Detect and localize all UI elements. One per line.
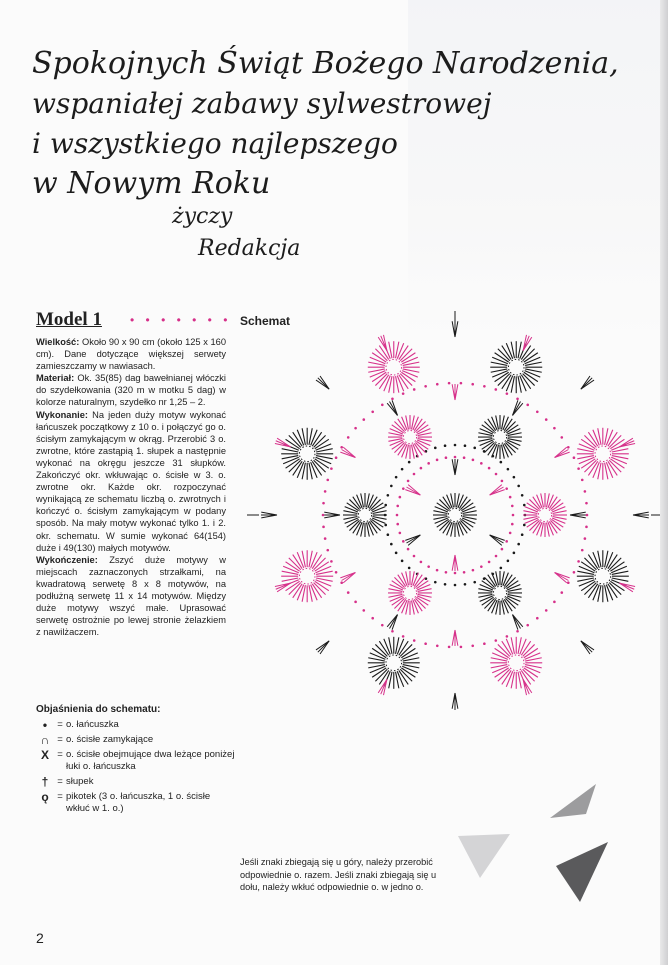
legend-eq: = bbox=[57, 776, 63, 787]
legend-row bbox=[36, 719, 236, 731]
greeting-line-1: Spokojnych Świąt Bożego Narodzenia, bbox=[32, 46, 619, 81]
execution-label: Wykonanie: bbox=[36, 409, 89, 420]
greeting-line-2: wspaniałej zabawy sylwestrowej bbox=[32, 87, 492, 120]
chain-symbol-icon: • bbox=[42, 718, 48, 732]
material-text: Ok. 35(85) dag bawełnianej włóczki do szydełkowania (320 m w motku 5 dag) w kolorze naturalnym, szydełko nr 1,25 – 2. bbox=[36, 373, 226, 408]
material-label: Materiał: bbox=[36, 373, 75, 384]
legend-eq: = bbox=[57, 791, 63, 802]
legend bbox=[36, 704, 236, 818]
model-title: Model 1 bbox=[36, 309, 102, 330]
decorative-triangles bbox=[440, 778, 640, 938]
legend-text: o. ścisłe zamykające bbox=[66, 734, 154, 745]
page-number: 2 bbox=[36, 930, 44, 946]
execution-text: Na jeden duży motyw wykonać łańcuszek początkowy z 10 o. i połączyć go o. ścisłym zamykającym w okrąg. Przerobić 3 o. zwrotne, które zastąpią 1. słupek a następnie wykonać na okręgu jeszcze 31 słupków. Zakończyć okr. wkłuwając o. ścisłe w 3. o. zwrotne okr. Każde okr. rozpoczynać wynikającą ze schematu liczbą o. zwrotnych i kończyć o. ścisłym zamykającym w podany sposób. Na mały motyw wykonać tylko 1. i 2. okr. schematu. W sumie wykonać 64(154) duże i 49(130) małych motywów. bbox=[36, 409, 226, 553]
greeting-line-3: i wszystkiego najlepszego bbox=[32, 127, 398, 160]
greeting-signature-1: życzy bbox=[172, 204, 233, 229]
finishing-label: Wykończenie: bbox=[36, 554, 98, 565]
greeting-signature-2: Redakcja bbox=[198, 236, 301, 261]
picot-symbol-icon: ǫ bbox=[41, 790, 49, 804]
legend-row bbox=[36, 791, 236, 815]
model-description bbox=[36, 336, 226, 638]
schema-label: Schemat bbox=[240, 314, 291, 328]
legend-text: słupek bbox=[66, 776, 94, 787]
legend-eq: = bbox=[57, 749, 63, 760]
legend-text: o. łańcuszka bbox=[66, 719, 119, 730]
greeting-line-4: w Nowym Roku bbox=[32, 166, 271, 201]
crochet-schema-diagram bbox=[240, 310, 660, 710]
model-title-dots: • • • • • • • bbox=[130, 313, 232, 327]
note-text: Jeśli znaki zbiegają się u góry, należy przerobić odpowiednie o. razem. Jeśli znaki zbiegają się u dołu, należy wkłuć odpowiednie o. w jedno o. bbox=[240, 857, 437, 892]
legend-eq: = bbox=[57, 719, 63, 730]
legend-row bbox=[36, 776, 236, 788]
legend-eq: = bbox=[57, 734, 63, 745]
finishing-text: Zszyć duże motywy w miejscach zaznaczonych strzałkami, na kwadratową serwetę 8 x 8 motywów, na podłużną serwetę 11 x 14 motywów. Między duże motywy wszyć małe. Uprasować serwetę ostrożnie po lewej stronie żelazkiem z nawilżaczem. bbox=[36, 554, 226, 638]
single-crochet-symbol-icon: X bbox=[40, 748, 49, 762]
size-label: Wielkość: bbox=[36, 337, 80, 347]
legend-title: Objaśnienia do schematu: bbox=[36, 704, 161, 715]
slip-stitch-symbol-icon: ∩ bbox=[40, 733, 50, 747]
legend-row bbox=[36, 749, 236, 773]
legend-text: pikotek (3 o. łańcuszka, 1 o. ścisłe wkłuć w 1. o.) bbox=[66, 791, 211, 814]
greeting-block bbox=[32, 44, 619, 261]
legend-row bbox=[36, 734, 236, 746]
page-binding-edge bbox=[660, 0, 668, 965]
size-text: Około 90 x 90 cm (około 125 x 160 cm). Dane dotyczące większej serwety zamieszczamy w nawiasach. bbox=[36, 337, 226, 372]
legend-text: o. ścisłe obejmujące dwa leżące poniżej łuki o. łańcuszka bbox=[66, 749, 235, 772]
double-crochet-symbol-icon: † bbox=[41, 775, 49, 789]
